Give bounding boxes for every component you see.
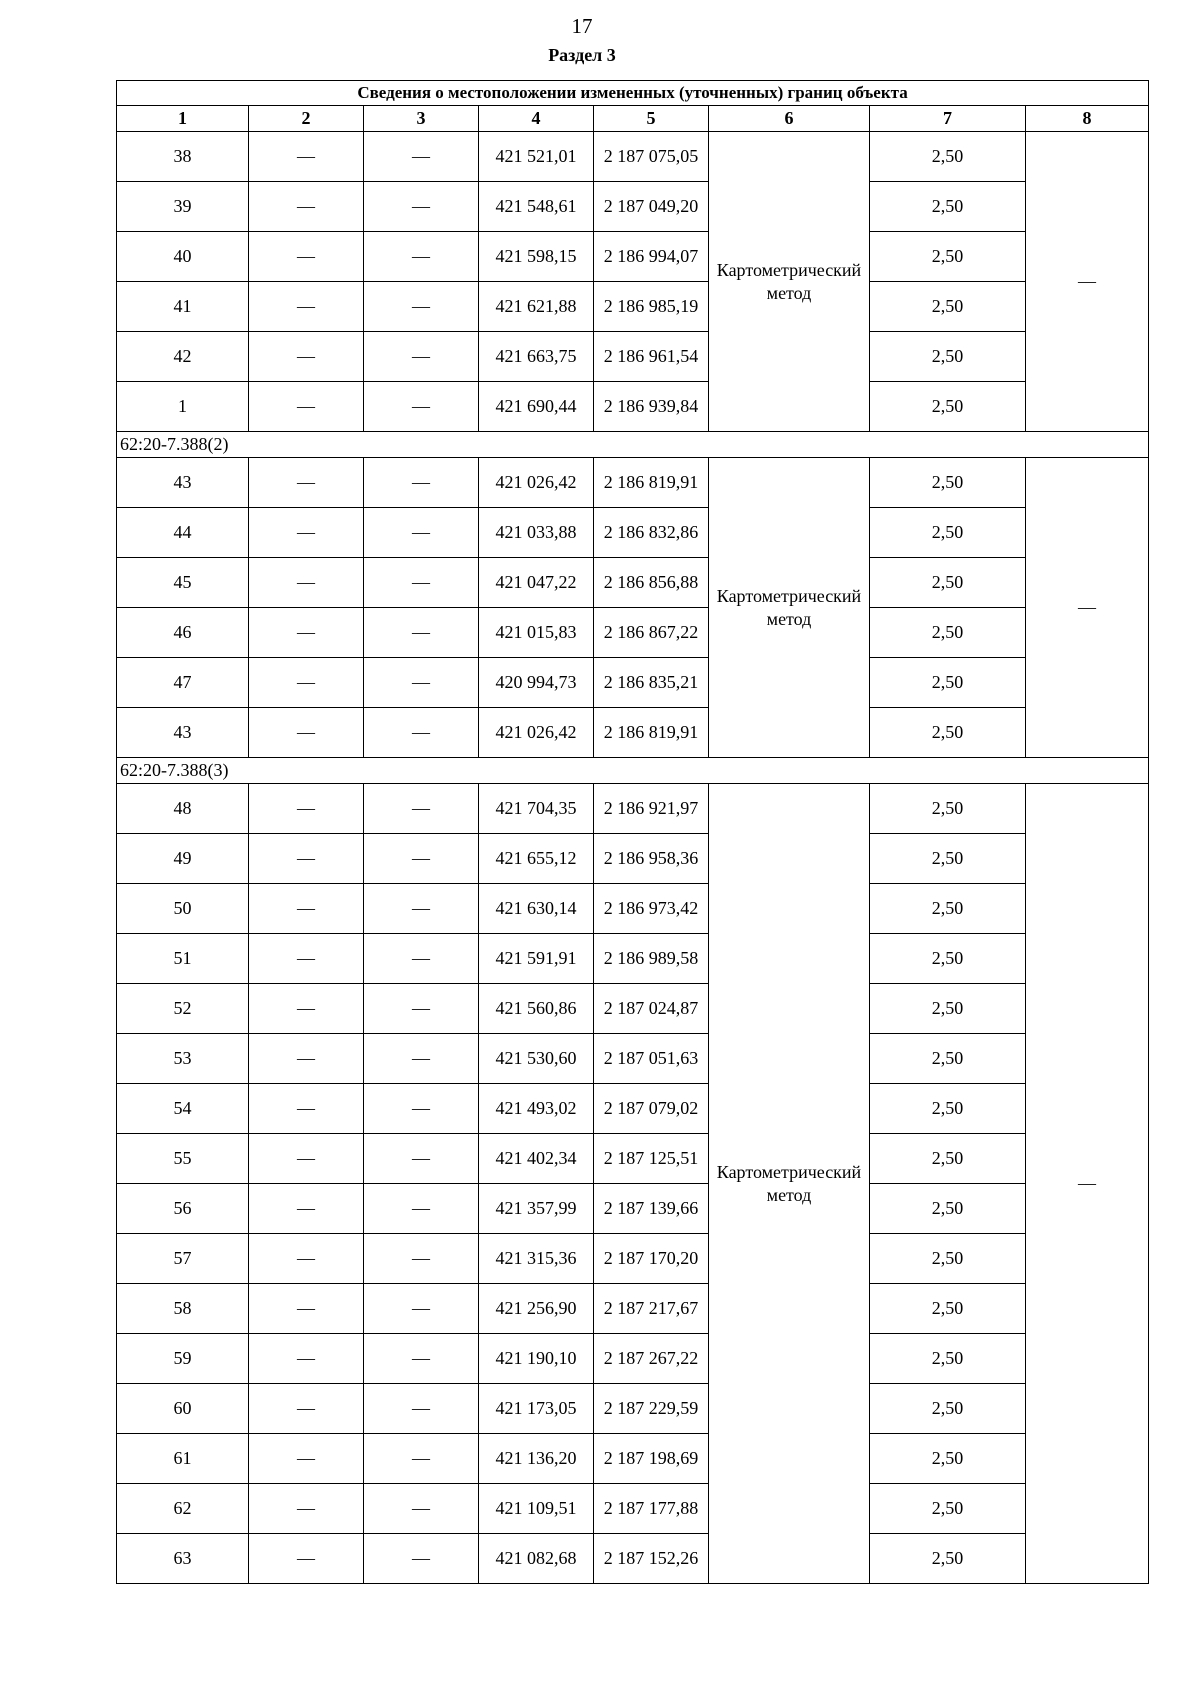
x-coordinate: 421 560,86 (479, 984, 594, 1034)
table-row (117, 282, 1149, 332)
col3-value: — (364, 784, 479, 834)
point-number: 49 (117, 834, 249, 884)
col3-value: — (364, 1384, 479, 1434)
column-header: 2 (249, 106, 364, 132)
col2-value: — (249, 834, 364, 884)
col3-value: — (364, 1534, 479, 1584)
col2-value: — (249, 1484, 364, 1534)
col2-value: — (249, 934, 364, 984)
y-coordinate: 2 186 835,21 (594, 658, 709, 708)
table-row (117, 382, 1149, 432)
y-coordinate: 2 186 856,88 (594, 558, 709, 608)
table-row (117, 182, 1149, 232)
table-row (117, 708, 1149, 758)
col2-value: — (249, 1384, 364, 1434)
y-coordinate: 2 187 177,88 (594, 1484, 709, 1534)
point-number: 59 (117, 1334, 249, 1384)
table-row (117, 1334, 1149, 1384)
point-number: 58 (117, 1284, 249, 1334)
accuracy-value: 2,50 (870, 934, 1026, 984)
col2-value: — (249, 182, 364, 232)
col2-value: — (249, 132, 364, 182)
table-row (117, 608, 1149, 658)
y-coordinate: 2 187 229,59 (594, 1384, 709, 1434)
col3-value: — (364, 1434, 479, 1484)
x-coordinate: 421 047,22 (479, 558, 594, 608)
column-header: 8 (1026, 106, 1149, 132)
col2-value: — (249, 1334, 364, 1384)
accuracy-value: 2,50 (870, 784, 1026, 834)
table-row (117, 1434, 1149, 1484)
accuracy-value: 2,50 (870, 232, 1026, 282)
table-row (117, 132, 1149, 182)
y-coordinate: 2 186 961,54 (594, 332, 709, 382)
col2-value: — (249, 458, 364, 508)
col2-value: — (249, 1184, 364, 1234)
accuracy-value: 2,50 (870, 558, 1026, 608)
accuracy-value: 2,50 (870, 1084, 1026, 1134)
y-coordinate: 2 187 139,66 (594, 1184, 709, 1234)
x-coordinate: 421 136,20 (479, 1434, 594, 1484)
col3-value: — (364, 1184, 479, 1234)
accuracy-value: 2,50 (870, 708, 1026, 758)
boundary-coordinates-table (116, 80, 1149, 1584)
point-number: 38 (117, 132, 249, 182)
x-coordinate: 421 357,99 (479, 1184, 594, 1234)
x-coordinate: 421 655,12 (479, 834, 594, 884)
point-number: 52 (117, 984, 249, 1034)
point-number: 50 (117, 884, 249, 934)
col3-value: — (364, 1334, 479, 1384)
y-coordinate: 2 186 832,86 (594, 508, 709, 558)
accuracy-value: 2,50 (870, 1034, 1026, 1084)
col2-value: — (249, 332, 364, 382)
contour-label-row (117, 758, 1149, 784)
contour-label: 62:20-7.388(3) (117, 758, 1149, 784)
col3-value: — (364, 382, 479, 432)
point-number: 40 (117, 232, 249, 282)
x-coordinate: 421 663,75 (479, 332, 594, 382)
col3-value: — (364, 658, 479, 708)
x-coordinate: 421 026,42 (479, 708, 594, 758)
point-number: 1 (117, 382, 249, 432)
x-coordinate: 421 109,51 (479, 1484, 594, 1534)
x-coordinate: 421 591,91 (479, 934, 594, 984)
method-cell: Картометрический метод (709, 132, 870, 432)
col2-value: — (249, 1134, 364, 1184)
column-header: 4 (479, 106, 594, 132)
col2-value: — (249, 884, 364, 934)
table-row (117, 1134, 1149, 1184)
col3-value: — (364, 608, 479, 658)
column-header: 6 (709, 106, 870, 132)
accuracy-value: 2,50 (870, 1534, 1026, 1584)
y-coordinate: 2 187 125,51 (594, 1134, 709, 1184)
table-row (117, 784, 1149, 834)
col3-value: — (364, 1084, 479, 1134)
point-number: 61 (117, 1434, 249, 1484)
y-coordinate: 2 187 075,05 (594, 132, 709, 182)
col3-value: — (364, 1234, 479, 1284)
table-row (117, 1384, 1149, 1434)
table-row (117, 658, 1149, 708)
col3-value: — (364, 508, 479, 558)
col3-value: — (364, 332, 479, 382)
table-row (117, 884, 1149, 934)
col2-value: — (249, 1434, 364, 1484)
x-coordinate: 421 521,01 (479, 132, 594, 182)
table-row (117, 1484, 1149, 1534)
point-number: 51 (117, 934, 249, 984)
accuracy-value: 2,50 (870, 1434, 1026, 1484)
table-row (117, 558, 1149, 608)
col3-value: — (364, 1034, 479, 1084)
table-caption: Сведения о местоположении измененных (уточненных) границ объекта (117, 81, 1149, 106)
x-coordinate: 421 621,88 (479, 282, 594, 332)
col3-value: — (364, 884, 479, 934)
section-title: Раздел 3 (548, 45, 616, 65)
y-coordinate: 2 186 994,07 (594, 232, 709, 282)
y-coordinate: 2 187 079,02 (594, 1084, 709, 1134)
accuracy-value: 2,50 (870, 182, 1026, 232)
y-coordinate: 2 186 921,97 (594, 784, 709, 834)
table-row (117, 458, 1149, 508)
y-coordinate: 2 187 198,69 (594, 1434, 709, 1484)
x-coordinate: 421 315,36 (479, 1234, 594, 1284)
col8-value: — (1026, 784, 1149, 1584)
col3-value: — (364, 132, 479, 182)
y-coordinate: 2 187 267,22 (594, 1334, 709, 1384)
point-number: 62 (117, 1484, 249, 1534)
col2-value: — (249, 282, 364, 332)
point-number: 46 (117, 608, 249, 658)
y-coordinate: 2 187 051,63 (594, 1034, 709, 1084)
table-row (117, 332, 1149, 382)
point-number: 53 (117, 1034, 249, 1084)
y-coordinate: 2 186 819,91 (594, 458, 709, 508)
point-number: 42 (117, 332, 249, 382)
col8-value: — (1026, 458, 1149, 758)
column-header: 3 (364, 106, 479, 132)
point-number: 57 (117, 1234, 249, 1284)
column-header: 7 (870, 106, 1026, 132)
x-coordinate: 421 493,02 (479, 1084, 594, 1134)
point-number: 43 (117, 458, 249, 508)
column-number-row (117, 106, 1149, 132)
accuracy-value: 2,50 (870, 458, 1026, 508)
point-number: 55 (117, 1134, 249, 1184)
table-row (117, 1034, 1149, 1084)
col2-value: — (249, 1234, 364, 1284)
accuracy-value: 2,50 (870, 884, 1026, 934)
point-number: 47 (117, 658, 249, 708)
table-row (117, 1084, 1149, 1134)
point-number: 54 (117, 1084, 249, 1134)
accuracy-value: 2,50 (870, 1484, 1026, 1534)
page-number: 17 (571, 14, 593, 38)
col2-value: — (249, 508, 364, 558)
contour-label-row (117, 432, 1149, 458)
x-coordinate: 421 690,44 (479, 382, 594, 432)
table-row (117, 232, 1149, 282)
x-coordinate: 421 026,42 (479, 458, 594, 508)
y-coordinate: 2 186 989,58 (594, 934, 709, 984)
col3-value: — (364, 232, 479, 282)
x-coordinate: 421 190,10 (479, 1334, 594, 1384)
col2-value: — (249, 984, 364, 1034)
col2-value: — (249, 658, 364, 708)
x-coordinate: 421 548,61 (479, 182, 594, 232)
table-row (117, 984, 1149, 1034)
col2-value: — (249, 232, 364, 282)
accuracy-value: 2,50 (870, 1234, 1026, 1284)
contour-label: 62:20-7.388(2) (117, 432, 1149, 458)
x-coordinate: 420 994,73 (479, 658, 594, 708)
accuracy-value: 2,50 (870, 608, 1026, 658)
y-coordinate: 2 186 819,91 (594, 708, 709, 758)
col3-value: — (364, 558, 479, 608)
point-number: 43 (117, 708, 249, 758)
table-row (117, 1234, 1149, 1284)
col2-value: — (249, 784, 364, 834)
point-number: 44 (117, 508, 249, 558)
accuracy-value: 2,50 (870, 332, 1026, 382)
accuracy-value: 2,50 (870, 984, 1026, 1034)
accuracy-value: 2,50 (870, 834, 1026, 884)
table-row (117, 934, 1149, 984)
y-coordinate: 2 187 049,20 (594, 182, 709, 232)
col2-value: — (249, 382, 364, 432)
y-coordinate: 2 186 985,19 (594, 282, 709, 332)
y-coordinate: 2 186 939,84 (594, 382, 709, 432)
accuracy-value: 2,50 (870, 508, 1026, 558)
x-coordinate: 421 015,83 (479, 608, 594, 658)
y-coordinate: 2 186 867,22 (594, 608, 709, 658)
accuracy-value: 2,50 (870, 382, 1026, 432)
column-header: 5 (594, 106, 709, 132)
col3-value: — (364, 708, 479, 758)
x-coordinate: 421 598,15 (479, 232, 594, 282)
col3-value: — (364, 834, 479, 884)
x-coordinate: 421 704,35 (479, 784, 594, 834)
y-coordinate: 2 187 217,67 (594, 1284, 709, 1334)
col2-value: — (249, 1084, 364, 1134)
col3-value: — (364, 1484, 479, 1534)
col3-value: — (364, 458, 479, 508)
accuracy-value: 2,50 (870, 658, 1026, 708)
accuracy-value: 2,50 (870, 1384, 1026, 1434)
table-row (117, 834, 1149, 884)
col8-value: — (1026, 132, 1149, 432)
table-row (117, 508, 1149, 558)
column-header: 1 (117, 106, 249, 132)
y-coordinate: 2 186 973,42 (594, 884, 709, 934)
point-number: 48 (117, 784, 249, 834)
col3-value: — (364, 182, 479, 232)
x-coordinate: 421 630,14 (479, 884, 594, 934)
method-cell: Картометрический метод (709, 784, 870, 1584)
point-number: 63 (117, 1534, 249, 1584)
col2-value: — (249, 608, 364, 658)
accuracy-value: 2,50 (870, 1134, 1026, 1184)
y-coordinate: 2 187 152,26 (594, 1534, 709, 1584)
y-coordinate: 2 187 024,87 (594, 984, 709, 1034)
table-row (117, 1184, 1149, 1234)
y-coordinate: 2 187 170,20 (594, 1234, 709, 1284)
col2-value: — (249, 558, 364, 608)
col3-value: — (364, 1284, 479, 1334)
y-coordinate: 2 186 958,36 (594, 834, 709, 884)
accuracy-value: 2,50 (870, 1334, 1026, 1384)
x-coordinate: 421 173,05 (479, 1384, 594, 1434)
point-number: 56 (117, 1184, 249, 1234)
accuracy-value: 2,50 (870, 1184, 1026, 1234)
x-coordinate: 421 402,34 (479, 1134, 594, 1184)
method-cell: Картометрический метод (709, 458, 870, 758)
col3-value: — (364, 984, 479, 1034)
table-row (117, 1284, 1149, 1334)
accuracy-value: 2,50 (870, 132, 1026, 182)
point-number: 60 (117, 1384, 249, 1434)
col2-value: — (249, 1034, 364, 1084)
table-row (117, 1534, 1149, 1584)
x-coordinate: 421 033,88 (479, 508, 594, 558)
point-number: 45 (117, 558, 249, 608)
point-number: 41 (117, 282, 249, 332)
col2-value: — (249, 708, 364, 758)
col3-value: — (364, 1134, 479, 1184)
point-number: 39 (117, 182, 249, 232)
accuracy-value: 2,50 (870, 1284, 1026, 1334)
col2-value: — (249, 1534, 364, 1584)
col3-value: — (364, 934, 479, 984)
col2-value: — (249, 1284, 364, 1334)
col3-value: — (364, 282, 479, 332)
x-coordinate: 421 530,60 (479, 1034, 594, 1084)
x-coordinate: 421 256,90 (479, 1284, 594, 1334)
accuracy-value: 2,50 (870, 282, 1026, 332)
x-coordinate: 421 082,68 (479, 1534, 594, 1584)
table-caption-row (117, 81, 1149, 106)
